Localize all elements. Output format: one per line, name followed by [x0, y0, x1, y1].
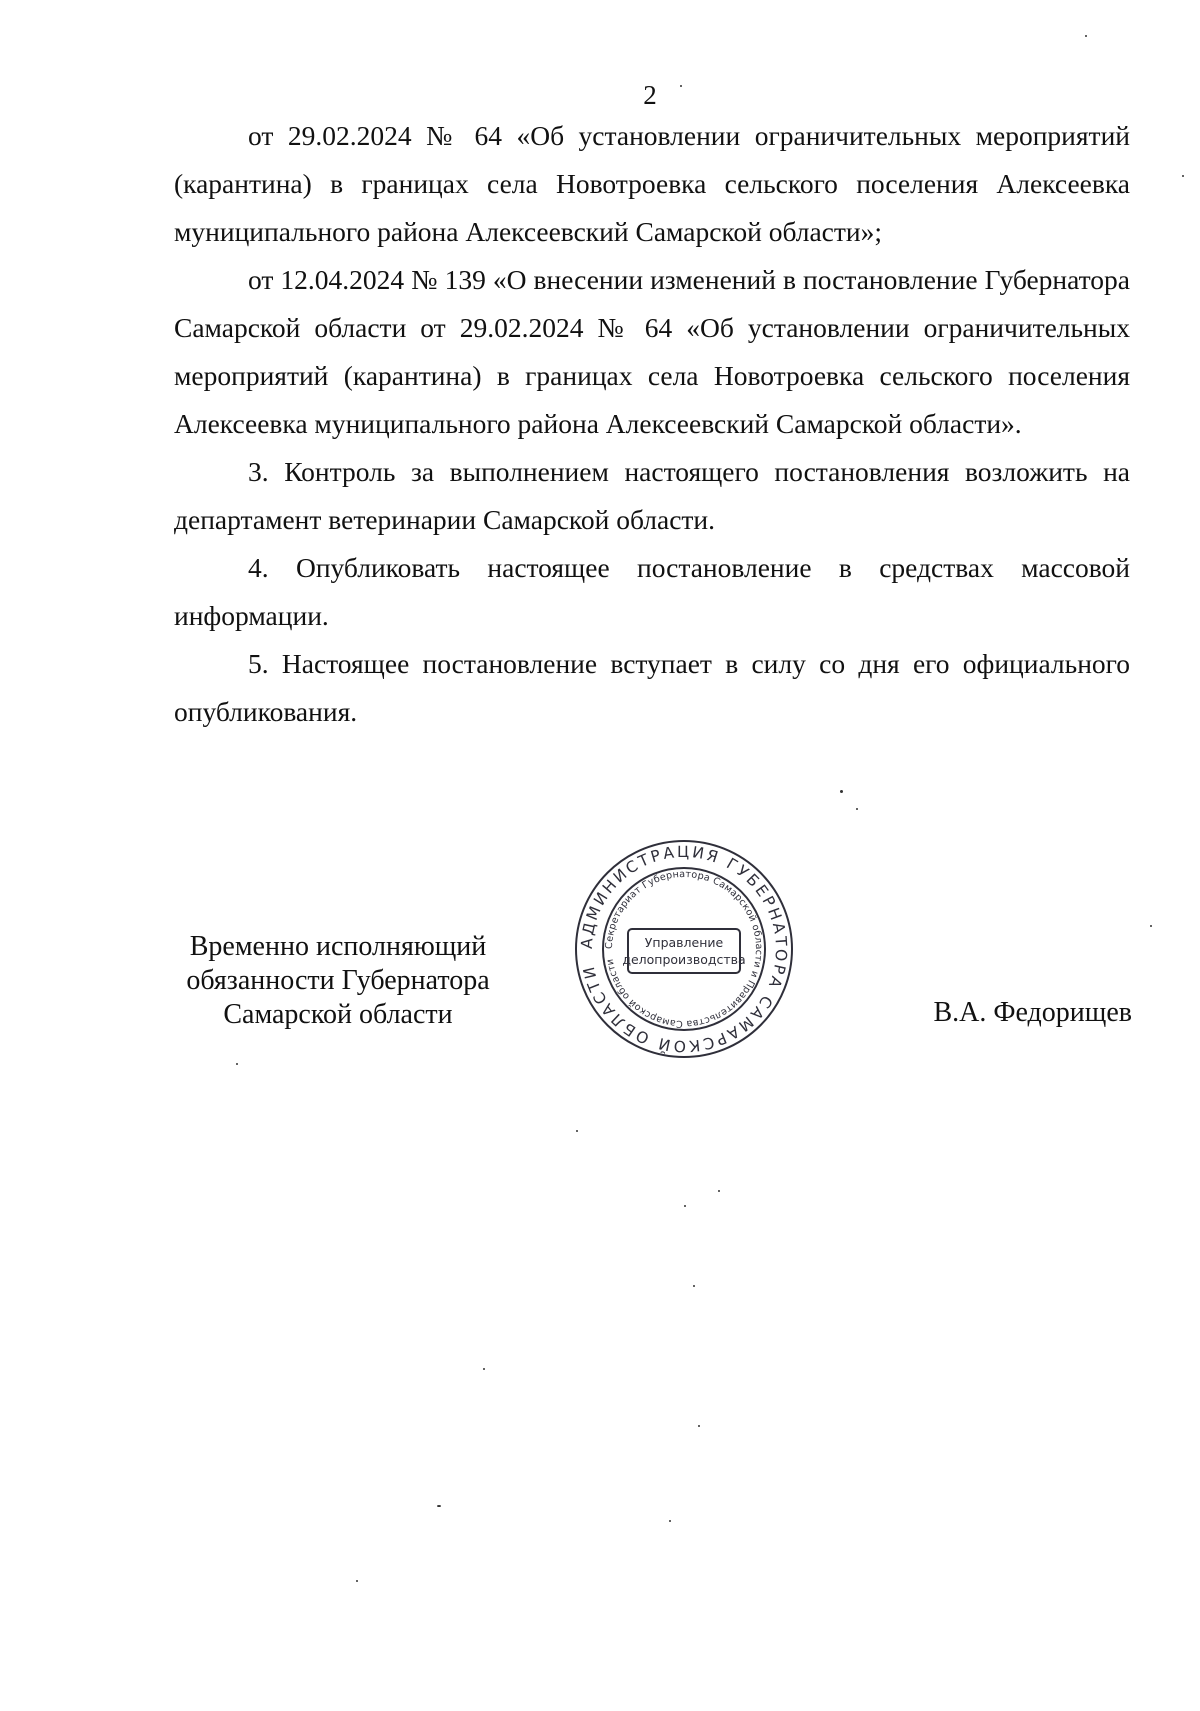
- scan-speck: [576, 1130, 578, 1132]
- paragraph-resolution-64: от 29.02.2024 № 64 «Об установлении ограничительных мероприятий (карантина) в границах села Новотроевка сельского поселения Алексеевка муниципального района Алексеевский Самарской области»;: [174, 120, 1137, 247]
- scan-speck: [1182, 175, 1184, 177]
- signatory-position-line: обязанности Губернатора: [186, 965, 490, 996]
- official-seal-stamp: [572, 837, 796, 1061]
- signatory-position: [168, 930, 508, 1032]
- signatory-position-line: Самарской области: [223, 999, 453, 1030]
- signatory-position-line: Временно исполняющий: [189, 931, 487, 962]
- scan-speck: [1085, 35, 1087, 37]
- paragraph-resolution-139: от 12.04.2024 № 139 «О внесении изменений в постановление Губернатора Самарской области от 29.02.2024 № 64 «Об установлении ограничительных мероприятий (карантина) в границах села Новотроевка сельского поселения Алексеевка муниципального района Алексеевский Самарской области».: [174, 264, 1137, 439]
- scan-speck: [684, 1205, 686, 1207]
- seal-center-line: Управление: [644, 935, 724, 950]
- seal-center-line: делопроизводства: [622, 952, 746, 967]
- signer-name: В.А. Федорищев: [933, 997, 1132, 1028]
- page-number: 2: [643, 80, 657, 110]
- scan-speck: [718, 1190, 720, 1192]
- seal-inner-text: Секретариат Губернатора Самарской области и Правительства Самарской области: [603, 868, 765, 1030]
- scan-speck: [437, 1505, 441, 1507]
- scan-speck: [856, 808, 858, 810]
- scan-speck: [840, 790, 843, 793]
- scan-speck: [356, 1580, 358, 1582]
- paragraph-item-5: 5. Настоящее постановление вступает в силу со дня его официального опубликования.: [174, 648, 1137, 727]
- scan-speck: [1150, 925, 1152, 927]
- scan-speck: [698, 1425, 700, 1427]
- scan-speck: [236, 1063, 238, 1065]
- paragraph-item-4: 4. Опубликовать настоящее постановление в средствах массовой информации.: [174, 552, 1137, 631]
- scan-speck: [669, 1520, 671, 1522]
- paragraph-item-3: 3. Контроль за выполнением настоящего постановления возложить на департамент ветеринарии Самарской области.: [174, 456, 1137, 535]
- document-body: [174, 112, 1137, 736]
- scan-speck: [693, 1285, 695, 1287]
- seal-outer-text: АДМИНИСТРАЦИЯ ГУБЕРНАТОРА САМАРСКОЙ ОБЛАСТИ: [577, 842, 791, 1056]
- scan-speck: [483, 1368, 485, 1370]
- scan-speck: [680, 85, 682, 87]
